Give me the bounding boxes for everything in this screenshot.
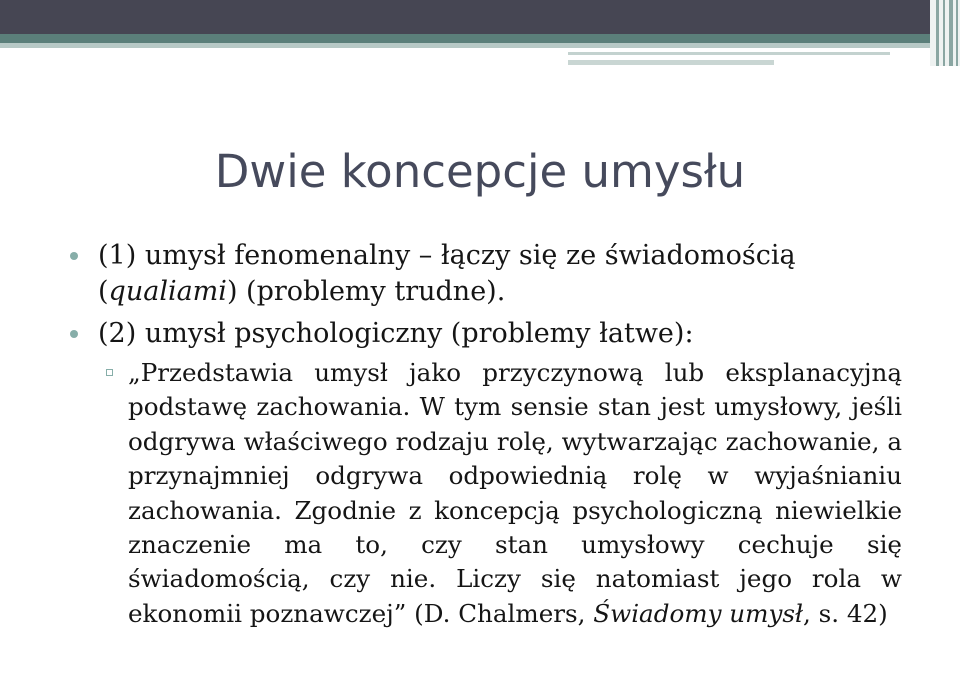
book-title: Świadomy umysł <box>593 598 803 628</box>
bullet-text-tail: ) (problemy trudne). <box>226 276 506 307</box>
square-bullet-icon <box>106 369 113 376</box>
light-accent-stripe <box>0 43 930 48</box>
bullet-dot-icon <box>70 252 78 260</box>
thin-decor-line <box>568 52 890 55</box>
vertical-decor-bars <box>930 0 960 66</box>
vertical-decor-bar <box>956 0 958 66</box>
slide-title: Dwie koncepcje umysłu <box>214 145 746 198</box>
dark-header-bar <box>0 0 960 34</box>
quote-body: „Przedstawia umysł jako przyczynową lub eksplanacyjną podstawę zachowania. W tym sensie stan jest umysłowy, jeśli odgrywa właściwego rodzaju rolę, wytwarzając zachowanie, a przynajmniej odgrywa odpowiednią rolę w wyjaśnianiu zachowania. Zgodnie z koncepcją psychologiczną niewielkie znaczenie ma to, czy stan umysłowy cechuje się świadomością, czy nie. Liczy się natomiast jego rola w ekonomii poznawczej” (D. Chalmers, <box>128 358 902 628</box>
vertical-decor-bar <box>936 0 939 66</box>
thin-decor-line <box>568 60 774 65</box>
accent-stripe <box>0 34 930 43</box>
bullet-italic-term: qualiami <box>108 276 227 307</box>
bullet-item <box>70 238 902 310</box>
bullet-dot-icon <box>70 330 78 338</box>
sub-bullet-item <box>70 356 902 631</box>
bullet-text: (1) umysł fenomenalny – łączy się ze świadomością ( <box>98 240 796 307</box>
bullet-item <box>70 316 902 352</box>
vertical-decor-bar <box>943 0 945 66</box>
vertical-decor-bar <box>949 0 953 66</box>
slide-body <box>70 238 902 631</box>
citation-end: , s. 42) <box>802 598 888 628</box>
quote-text <box>128 356 902 631</box>
bullet-text: (2) umysł psychologiczny (problemy łatwe): <box>98 318 694 349</box>
